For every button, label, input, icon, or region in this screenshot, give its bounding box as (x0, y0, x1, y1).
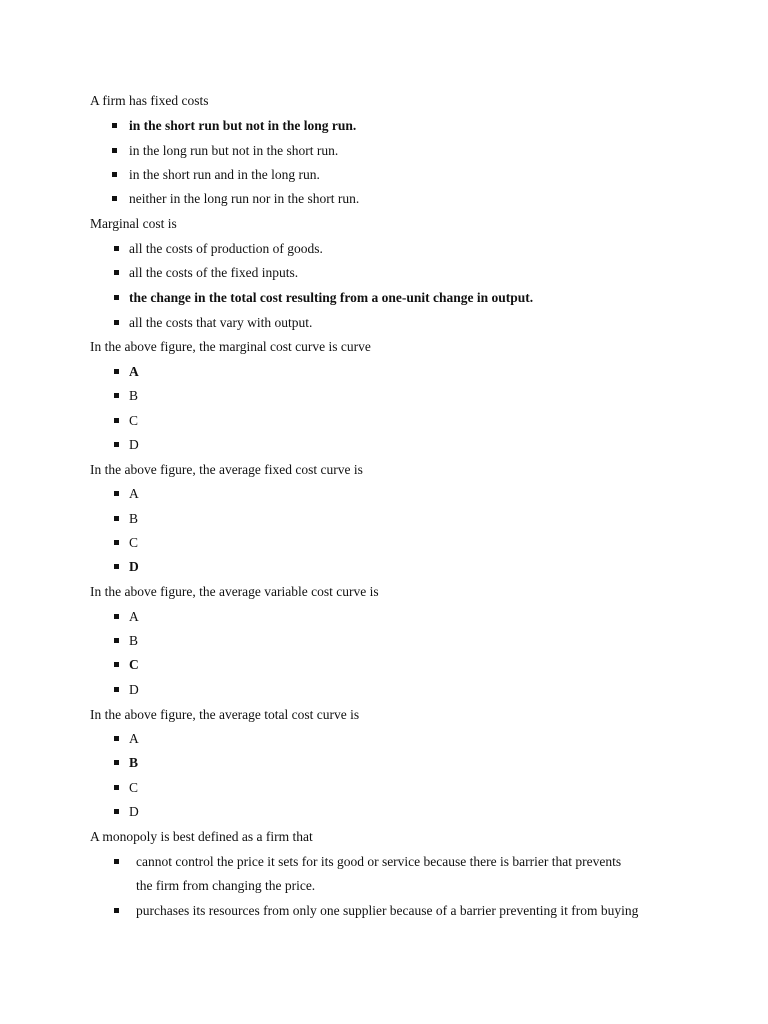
option-text-continuation: the firm from changing the price. (136, 878, 316, 893)
square-bullet-icon (112, 148, 117, 153)
square-bullet-icon (114, 908, 119, 913)
square-bullet-icon (114, 540, 119, 545)
option-text: all the costs that vary with output. (129, 315, 313, 330)
option-text: all the costs of production of goods. (129, 241, 323, 256)
option-text: D (129, 804, 139, 819)
square-bullet-icon (114, 785, 119, 790)
square-bullet-icon (114, 516, 119, 521)
square-bullet-icon (114, 662, 119, 667)
question-prompt: Marginal cost is (90, 216, 177, 231)
option-text: D (129, 559, 139, 574)
question-prompt: In the above figure, the marginal cost curve is curve (90, 339, 371, 354)
square-bullet-icon (114, 442, 119, 447)
question-prompt: In the above figure, the average total cost curve is (90, 707, 360, 722)
square-bullet-icon (114, 564, 119, 569)
option-text: B (129, 511, 139, 526)
question-prompt: In the above figure, the average fixed cost curve is (90, 462, 363, 477)
option-text: A (129, 486, 139, 501)
option-text: B (129, 633, 139, 648)
square-bullet-icon (114, 418, 119, 423)
option-text: A (129, 731, 139, 746)
option-text: A (129, 609, 139, 624)
option-text: cannot control the price it sets for its good or service because there is barrier that prevents (136, 854, 622, 869)
option-text: in the short run and in the long run. (129, 167, 320, 182)
option-text: purchases its resources from only one supplier because of a barrier preventing it from buying (136, 903, 639, 918)
square-bullet-icon (114, 491, 119, 496)
square-bullet-icon (114, 736, 119, 741)
question-prompt: A monopoly is best defined as a firm that (90, 829, 313, 844)
option-text: the change in the total cost resulting from a one-unit change in output. (129, 290, 534, 305)
question-prompt: In the above figure, the average variable cost curve is (90, 584, 379, 599)
square-bullet-icon (114, 246, 119, 251)
option-text: in the long run but not in the short run. (129, 143, 339, 158)
option-text: C (129, 413, 139, 428)
square-bullet-icon (114, 809, 119, 814)
square-bullet-icon (114, 295, 119, 300)
square-bullet-icon (114, 687, 119, 692)
square-bullet-icon (114, 369, 119, 374)
option-text: C (129, 657, 139, 672)
square-bullet-icon (112, 196, 117, 201)
square-bullet-icon (114, 859, 119, 864)
option-text: C (129, 535, 139, 550)
option-text: all the costs of the fixed inputs. (129, 265, 299, 280)
square-bullet-icon (112, 172, 117, 177)
option-text: in the short run but not in the long run. (129, 118, 357, 133)
square-bullet-icon (114, 614, 119, 619)
option-text: A (129, 364, 139, 379)
square-bullet-icon (112, 123, 117, 128)
square-bullet-icon (114, 393, 119, 398)
square-bullet-icon (114, 760, 119, 765)
square-bullet-icon (114, 270, 119, 275)
option-text: neither in the long run nor in the short run. (129, 191, 360, 206)
option-text: B (129, 388, 139, 403)
square-bullet-icon (114, 320, 119, 325)
option-text: D (129, 682, 139, 697)
question-prompt: A firm has fixed costs (90, 93, 209, 108)
option-text: C (129, 780, 139, 795)
option-text: D (129, 437, 139, 452)
option-text: B (129, 755, 139, 770)
square-bullet-icon (114, 638, 119, 643)
